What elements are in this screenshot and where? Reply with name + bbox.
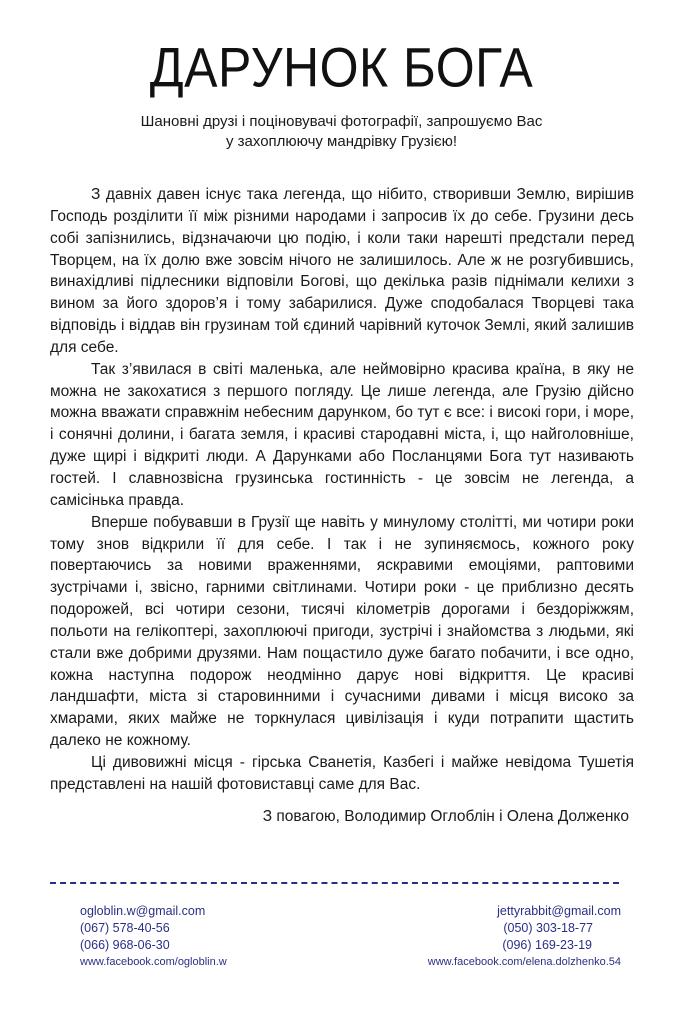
contact-block-right bbox=[428, 903, 621, 971]
page-title: ДАРУНОК БОГА bbox=[149, 36, 534, 99]
signature: З повагою, Володимир Оглоблін і Олена Долженко bbox=[262, 808, 629, 825]
body-text bbox=[50, 184, 634, 796]
email-link-left[interactable]: ogloblin.w@gmail.com bbox=[80, 904, 206, 918]
phone-right-2: (096) 169-23-19 bbox=[502, 938, 592, 952]
phone-left-1: (067) 578-40-56 bbox=[80, 921, 170, 935]
paragraph-exhibition: Ці дивовижні місця - гірська Сванетія, Казбегі і майже невідома Тушетія представлені на нашій фотовиставці саме для Вас. bbox=[50, 753, 634, 793]
paragraph-travels: Вперше побувавши в Грузії ще навіть у минулому столітті, ми чотири роки тому знов відкрили її для себе. І так і не зупиняємось, кожного року повертаючись за новими враженнями, яскравими емоціями, раптовими зустрічами і, звісно, гарними світлинами. Чотири роки - це приблизно десять подорожей, всі чотири сезони, тисячі кілометрів дорогами і бездоріжжям, польоти на гелікоптері, захоплюючі пригоди, зустрічі і знайомства з людьми, які стали вже добрими друзями. Нам пощастило дуже багато побачити, і все одно, кожна наступна подорож неодмінно дарує нові відкриття. Це красиві ландшафти, міста зі старовинними і сучасними дивами і місця високо за хмарами, яких майже не торкнулася цивілізація і куди потрапити щастить далеко не кожному. bbox=[50, 513, 634, 750]
phone-left-2: (066) 968-06-30 bbox=[80, 938, 170, 952]
subtitle-line-1: Шановні друзі і поціновувачі фотографії, запрошуємо Вас bbox=[140, 113, 543, 130]
dashed-divider bbox=[50, 882, 619, 884]
facebook-link-left[interactable]: www.facebook.com/ogloblin.w bbox=[80, 956, 227, 968]
facebook-link-right[interactable]: www.facebook.com/elena.dolzhenko.54 bbox=[427, 956, 621, 968]
email-link-right[interactable]: jettyrabbit@gmail.com bbox=[497, 904, 621, 918]
phone-right-1: (050) 303-18-77 bbox=[503, 921, 593, 935]
subtitle-line-2: у захоплюючу мандрівку Грузією! bbox=[225, 133, 458, 150]
invitation-subtitle bbox=[0, 112, 683, 152]
contact-block-left bbox=[80, 903, 227, 971]
paragraph-country: Так з’явилася в світі маленька, але неймовірно красива країна, в яку не можна не закохатися з першого погляду. Це лише легенда, але Грузію дійсно можна вважати справжнім небесним дарунком, бо тут є все: і високі гори, і море, і сонячні долини, і багата земля, і красиві стародавні міста, і, що найголовніше, дуже щирі і відкриті люди. А Дарунками або Посланцями Бога тут називають гостей. І славнозвісна грузинська гостинність - це зовсім не легенда, а самісінька правда. bbox=[50, 360, 634, 509]
paragraph-legend: З давніх давен існує така легенда, що нібито, створивши Землю, вирішив Господь розділити її між різними народами і запросив їх до себе. Грузини десь собі запізнились, відзначаючи цю подію, і коли таки нарешті предстали перед Творцем, на їх долю вже зовсім нічого не залишилось. Але ж не розгубившись, винахідливі підлесники відповіли Богові, що декілька разів піднімали келихи з вином за його здоров’я і тому забарилися. Дуже сподобалася Творцеві така відповідь і віддав він грузинам той єдиний чарівний куточок Землі, який залишив для себе. bbox=[50, 186, 634, 356]
